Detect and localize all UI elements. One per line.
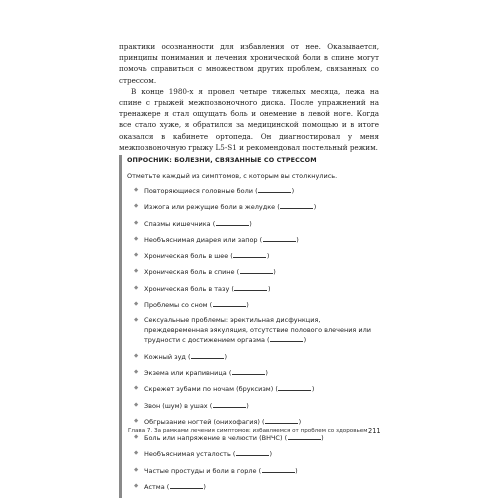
blank-open-paren: ( — [275, 385, 278, 394]
blank-close-paren: ) — [265, 368, 268, 377]
blank-close-paren: ) — [296, 235, 299, 244]
diamond-bullet-icon: ◆ — [134, 450, 139, 457]
symptom-label: Хроническая боль в шее — [144, 252, 229, 261]
blank-open-paren: ( — [212, 219, 216, 228]
symptom-label: Боль или напряжение в челюсти (ВНЧС) — [144, 434, 283, 443]
blank-open-paren: ( — [232, 450, 236, 459]
symptom-item — [127, 466, 385, 476]
symptom-item — [127, 368, 385, 378]
blank-close-paren: ) — [269, 450, 272, 459]
diamond-bullet-icon: ◆ — [134, 483, 139, 490]
blank-open-paren: ( — [236, 268, 240, 277]
symptom-item — [127, 352, 385, 362]
diamond-bullet-icon: ◆ — [134, 268, 139, 275]
symptom-label: Сексуальные проблемы: эректильная дисфункция, преждевременная эякуляция, отсутствие полового влечения или трудности с достижением оргазма — [144, 316, 371, 345]
blank-open-paren: ( — [166, 483, 170, 492]
diamond-bullet-icon: ◆ — [134, 235, 139, 242]
symptom-item — [127, 267, 385, 277]
answer-blank[interactable] — [288, 433, 321, 440]
blank-open-paren: ( — [267, 336, 270, 345]
blank-open-paren: ( — [231, 284, 234, 293]
symptom-label: Проблемы со сном — [144, 301, 208, 310]
blank-open-paren: ( — [209, 301, 213, 310]
blank-close-paren: ) — [249, 219, 252, 228]
blank-close-paren: ) — [273, 268, 276, 277]
answer-blank[interactable] — [236, 449, 269, 456]
blank-open-paren: ( — [284, 434, 288, 443]
answer-blank[interactable] — [232, 368, 265, 375]
blank-open-paren: ( — [209, 401, 213, 410]
answer-blank[interactable] — [170, 482, 203, 489]
symptom-item — [127, 433, 385, 443]
questionnaire-title: ОПРОСНИК: БОЛЕЗНИ, СВЯЗАННЫЕ СО СТРЕССОМ — [127, 156, 317, 164]
symptom-item — [127, 482, 385, 492]
diamond-bullet-icon: ◆ — [134, 417, 139, 424]
blank-close-paren: ) — [295, 466, 298, 475]
symptom-label: Хроническая боль в спине — [144, 268, 235, 277]
blank-close-paren: ) — [321, 434, 324, 443]
blank-close-paren: ) — [267, 284, 271, 293]
symptom-label: Повторяющиеся головные боли — [144, 187, 254, 195]
symptom-label: Экзема или крапивница — [144, 368, 227, 377]
answer-blank[interactable] — [213, 401, 246, 408]
answer-blank[interactable] — [216, 219, 249, 226]
blank-open-paren: ( — [230, 252, 233, 261]
blank-close-paren: ) — [311, 385, 315, 394]
blank-close-paren: ) — [313, 203, 317, 212]
diamond-bullet-icon: ◆ — [134, 187, 139, 193]
diamond-bullet-icon: ◆ — [134, 352, 139, 359]
symptom-item — [127, 449, 385, 459]
blank-open-paren: ( — [258, 466, 262, 475]
answer-blank[interactable] — [263, 235, 296, 242]
symptom-label: Хроническая боль в тазу — [144, 284, 230, 293]
symptom-label: Изжога или режущие боли в желудке — [144, 203, 276, 212]
answer-blank[interactable] — [233, 251, 266, 258]
symptom-label: Частые простуды и боли в горле — [144, 466, 257, 475]
diamond-bullet-icon: ◆ — [134, 434, 139, 441]
symptom-item — [127, 401, 385, 411]
symptom-item — [127, 284, 385, 294]
diamond-bullet-icon: ◆ — [134, 301, 139, 308]
answer-blank[interactable] — [265, 417, 298, 424]
diamond-bullet-icon: ◆ — [134, 401, 139, 408]
blank-close-paren: ) — [266, 252, 270, 261]
diamond-bullet-icon: ◆ — [134, 317, 139, 324]
answer-blank[interactable] — [262, 466, 295, 473]
symptom-label: Необъяснимая диарея или запор — [144, 235, 258, 244]
paragraph-2: В конце 1980-х я провел четыре тяжелых месяца, лежа на спине с грыжей межпозвоночного диска. После упражнений на тренажере я стал ощущать боль и онемение в левой ноге. Когда все стало хуже, я обратился за медицинской помощью и в итоге оказался в кабинете ортопеда. Он диагностировал у меня межпозвоночную грыжу L5-S1 и рекомендовал постельный режим. — [119, 86, 379, 152]
blank-open-paren: ( — [259, 235, 263, 244]
stress-questionnaire — [119, 155, 385, 498]
diamond-bullet-icon: ◆ — [134, 284, 139, 291]
blank-close-paren: ) — [224, 352, 228, 361]
answer-blank[interactable] — [278, 384, 311, 391]
symptom-item — [127, 219, 385, 229]
blank-close-paren: ) — [298, 417, 302, 426]
symptom-label: Звон (шум) в ушах — [144, 401, 208, 410]
symptom-item — [127, 186, 385, 196]
answer-blank[interactable] — [191, 352, 224, 359]
running-footer: Глава 7. За рамками лечения симптомов: избавляемся от проблем со здоровьем — [128, 428, 368, 434]
diamond-bullet-icon: ◆ — [134, 466, 139, 473]
blank-close-paren: ) — [246, 301, 249, 310]
symptom-item — [127, 300, 385, 310]
blank-close-paren: ) — [303, 336, 307, 345]
blank-open-paren: ( — [262, 417, 265, 426]
paragraph-1: практики осознанности для избавления от нее. Оказывается, принципы понимания и лечения хронической боли в спине могут помочь справиться с множеством других проблем, связанных со стрессом. — [119, 42, 379, 85]
diamond-bullet-icon: ◆ — [134, 219, 139, 226]
body-text — [119, 41, 379, 153]
symptom-item — [127, 202, 385, 212]
blank-close-paren: ) — [246, 401, 249, 410]
symptom-label: Спазмы кишечника — [144, 219, 211, 228]
symptom-label: Астма — [144, 483, 165, 492]
answer-blank[interactable] — [258, 186, 291, 193]
symptom-list — [127, 186, 385, 492]
answer-blank[interactable] — [213, 300, 246, 307]
questionnaire-instruction: Отметьте каждый из симптомов, с которым вы столкнулись. — [127, 172, 338, 180]
symptom-label: Кожный зуд — [144, 352, 186, 361]
blank-close-paren: ) — [203, 483, 206, 492]
blank-close-paren: ) — [291, 187, 295, 195]
symptom-item — [127, 235, 385, 245]
page-number: 211 — [368, 427, 381, 435]
diamond-bullet-icon: ◆ — [134, 385, 139, 392]
symptom-item — [127, 316, 385, 345]
answer-blank[interactable] — [234, 284, 267, 291]
answer-blank[interactable] — [240, 267, 273, 274]
diamond-bullet-icon: ◆ — [134, 368, 139, 375]
symptom-item — [127, 417, 385, 427]
blank-open-paren: ( — [188, 352, 191, 361]
answer-blank[interactable] — [270, 335, 303, 342]
diamond-bullet-icon: ◆ — [134, 203, 139, 210]
symptom-item — [127, 251, 385, 261]
blank-open-paren: ( — [277, 203, 280, 212]
diamond-bullet-icon: ◆ — [134, 252, 139, 259]
answer-blank[interactable] — [280, 202, 313, 209]
symptom-label: Необъяснимая усталость — [144, 450, 231, 459]
symptom-label: Обгрызание ногтей (онихофагия) — [144, 417, 260, 426]
blank-open-paren: ( — [228, 368, 232, 377]
symptom-label: Скрежет зубами по ночам (бруксизм) — [144, 385, 274, 394]
symptom-item — [127, 384, 385, 394]
blank-open-paren: ( — [255, 187, 258, 195]
